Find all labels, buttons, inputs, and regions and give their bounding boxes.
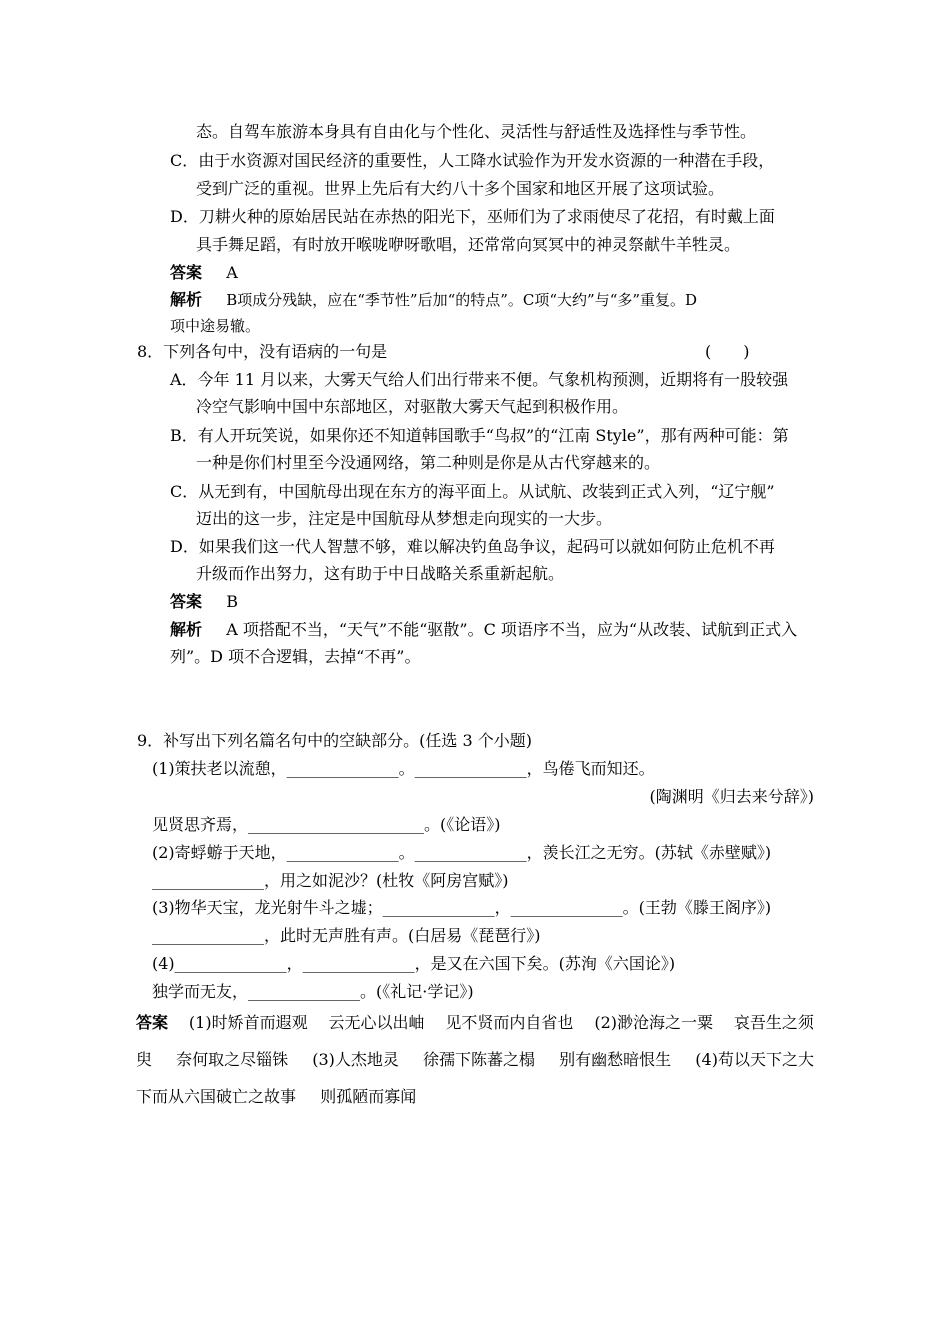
q8-option-b-line2: 一种是你们村里至今没通网络，第二种则是你是从古代穿越来的。	[196, 453, 661, 472]
q8-stem: 8．下列各句中，没有语病的一句是	[137, 342, 388, 361]
q8-analysis-text: A 项搭配不当，“天气”不能“驱散”。C 项语序不当，应为“从改装、试航到正式入	[226, 620, 798, 639]
q7-option-c-line2: 受到广泛的重视。世界上先后有大约八十多个国家和地区开展了这项试验。	[196, 179, 725, 198]
q8-analysis	[170, 619, 797, 641]
q9-part1-source: (陶渊明《归去来兮辞》)	[649, 787, 814, 806]
q9-part2-line1: (2)寄蜉蝣于天地，______________。______________，羡长江之无穷。(苏轼《赤壁赋》)	[152, 843, 772, 862]
q9-part4-line1: (4)______________，______________，是又在六国下矣。(苏洵《六国论》)	[152, 954, 676, 973]
q9-answer-line1	[136, 1012, 814, 1034]
q7-answer	[170, 262, 238, 284]
q9-answer-item: 云无心以出岫	[328, 1013, 425, 1032]
q7-option-d-line1: D．刀耕火种的原始居民站在赤热的阳光下，巫师们为了求雨使尽了花招，有时戴上面	[170, 207, 775, 226]
q9-answer-item: 哀吾生之须	[733, 1013, 814, 1032]
q8-option-b-line1: B．有人开玩笑说，如果你还不知道韩国歌手“鸟叔”的“江南 Style”，那有两种可能：第	[170, 426, 789, 445]
q9-answer-item: 则孤陋而寡闻	[320, 1087, 417, 1106]
q9-answer-item: 徐孺下陈蕃之榻	[423, 1050, 536, 1069]
q7-option-b-line2: 态。自驾车旅游本身具有自由化与个性化、灵活性与舒适性及选择性与季节性。	[196, 122, 757, 141]
q8-answer-label: 答案	[170, 592, 203, 611]
q9-answer-item: (2)渺沧海之一粟	[594, 1013, 714, 1032]
q7-analysis-label: 解析	[170, 290, 203, 309]
q9-answer-label: 答案	[136, 1013, 169, 1032]
q9-answer-item: 奈何取之尽锱铢	[176, 1050, 289, 1069]
q9-answer-item: 下而从六国破亡之故事	[136, 1087, 297, 1106]
q8-analysis-line2: 列”。D 项不合逻辑，去掉“不再”。	[170, 647, 421, 666]
q9-stem: 9．补写出下列名篇名句中的空缺部分。(任选 3 个小题)	[137, 731, 533, 750]
q7-analysis	[170, 289, 697, 311]
q7-answer-label: 答案	[170, 263, 203, 282]
q8-option-c-line1: C．从无到有，中国航母出现在东方的海平面上。从试航、改装到正式入列，“辽宁舰”	[170, 482, 775, 501]
q9-part3-line2: ______________，此时无声胜有声。(白居易《琵琶行》)	[152, 926, 541, 945]
q9-answer-item: (4)苟以天下之大	[695, 1050, 814, 1069]
q9-answer-item: 别有幽愁暗恨生	[559, 1050, 672, 1069]
q9-part1-line1: (1)策扶老以流憩，______________。______________，鸟倦飞而知还。	[152, 759, 655, 778]
q9-part1-line2: 见贤思齐焉，______________________。(《论语》)	[152, 815, 501, 834]
q9-part4-line2: 独学而无友，______________。(《礼记·学记》)	[152, 982, 474, 1001]
q9-answer-item: 见不贤而内自省也	[445, 1013, 574, 1032]
q8-option-c-line2: 迈出的这一步，注定是中国航母从梦想走向现实的一大步。	[196, 509, 613, 528]
q8-answer-value: B	[226, 592, 238, 611]
q9-answer-item: (1)时矫首而遐观	[188, 1013, 308, 1032]
q8-option-d-line1: D．如果我们这一代人智慧不够，难以解决钓鱼岛争议，起码可以就如何防止危机不再	[170, 537, 775, 556]
q9-part2-line2: ______________，用之如泥沙？(杜牧《阿房宫赋》)	[152, 871, 509, 890]
q8-answer-bracket: ( )	[705, 342, 750, 361]
q8-option-a-line1: A．今年 11 月以来，大雾天气给人们出行带来不便。气象机构预测，近期将有一股较强	[170, 370, 789, 389]
q7-analysis-text: B项成分残缺，应在“季节性”后加“的特点”。C项“大约”与“多”重复。D	[226, 291, 698, 309]
q9-answer-line3	[136, 1086, 416, 1108]
q9-part3-line1: (3)物华天宝，龙光射牛斗之墟；______________，______________。(王勃《滕王阁序》)	[152, 898, 772, 917]
q8-answer	[170, 591, 238, 613]
q9-answer-item: 臾	[136, 1050, 153, 1069]
q8-option-a-line2: 冷空气影响中国中东部地区，对驱散大雾天气起到积极作用。	[196, 397, 629, 416]
q9-answer-item: (3)人杰地灵	[312, 1050, 399, 1069]
q8-option-d-line2: 升级而作出努力，这有助于中日战略关系重新起航。	[196, 564, 565, 583]
q7-answer-value: A	[226, 263, 238, 282]
q9-answer-line2	[136, 1049, 814, 1071]
q7-option-c-line1: C．由于水资源对国民经济的重要性，人工降水试验作为开发水资源的一种潜在手段，	[170, 151, 775, 170]
q8-analysis-label: 解析	[170, 620, 203, 639]
q7-analysis-line2: 项中途易辙。	[170, 317, 261, 335]
q7-option-d-line2: 具手舞足蹈，有时放开喉咙咿呀歌唱，还常常向冥冥中的神灵祭献牛羊牲灵。	[196, 235, 741, 254]
